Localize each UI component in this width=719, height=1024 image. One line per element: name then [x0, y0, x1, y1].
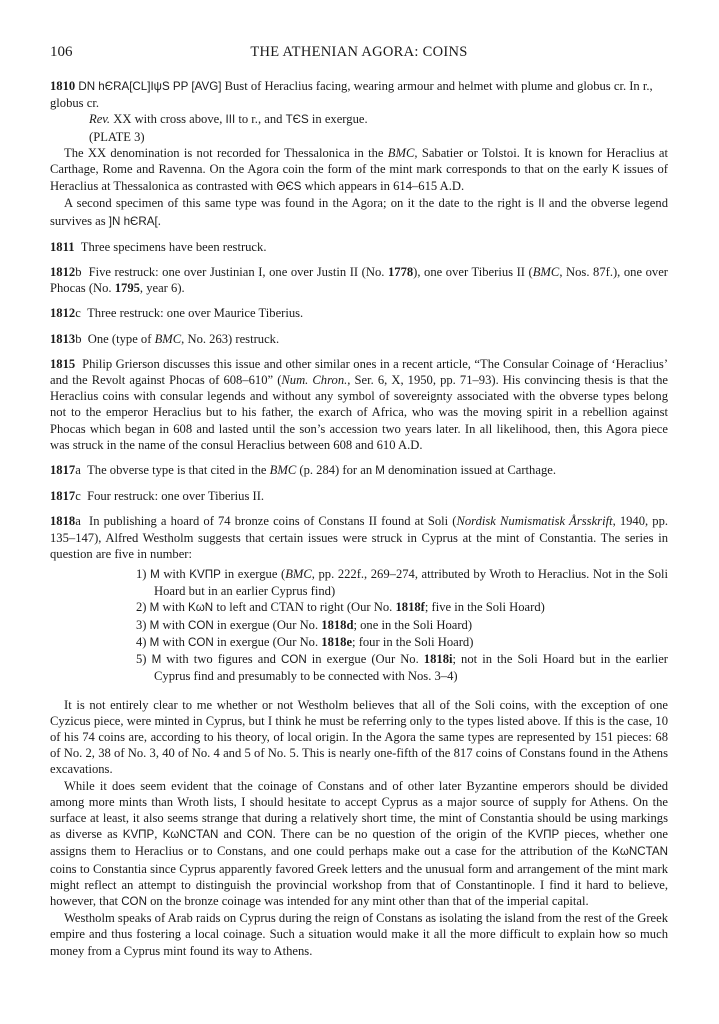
- page-body: [50, 78, 668, 959]
- body-paragraph: While it does seem evident that the coinage of Constans and of other later Byzantine emperors should be divided among more mints than Wroth lists, I should hesitate to accept Cyprus as a major source of supply for Athens. On the surface at least, it also seems strange that during a relatively short time, the mint of Constantia should be using markings as diverse as KVΠP, KωNCTAN and CON. There can be no question of the origin of the KVΠP pieces, whether one assigns them to Heraclius or to Constans, and one could perhaps make out a case for the attribution of the KωNCTAN coins to Constantia since Cyprus apparently favored Greek letters and the unusual form and arrangement of the mint mark might reflect an attempt to distinguish the provincial workshop from that of Constantinople. I find it hard to believe, however, that CON on the bronze coinage was intended for any mint other than that of the imperial capital.: [50, 778, 669, 908]
- list-item: 1) M with KVΠP in exergue (BMC, pp. 222f., 269–274, attributed by Wroth to Heraclius. Not in the Soli Hoard but in an earlier Cyprus find): [136, 567, 668, 599]
- obverse-description: Bust of Heraclius facing, wearing armour and helmet with plume and globus cr. In r., globus cr.: [50, 79, 653, 111]
- reverse-description: Rev. XX with cross above, III to r., and TЄS in exergue.: [89, 112, 368, 127]
- list-item: 4) M with CON in exergue (Our No. 1818e; four in the Soli Hoard): [136, 634, 474, 649]
- catalog-entry-1810: [50, 78, 668, 230]
- date-mark: III: [225, 113, 236, 127]
- list-item: 3) M with CON in exergue (Our No. 1818d; one in the Soli Hoard): [136, 617, 473, 632]
- entry-number: 1813: [50, 331, 76, 346]
- mint-series-list: [50, 566, 668, 684]
- entry-number: 1812: [50, 306, 76, 321]
- entry-suffix: b: [75, 331, 82, 346]
- catalog-entry-1813b: 1813b One (type of BMC, No. 263) restruck.: [50, 331, 280, 346]
- entry-suffix: c: [75, 489, 81, 504]
- entry-number: 1818: [50, 514, 76, 529]
- entry-number: 1811: [50, 239, 75, 254]
- list-item: 2) M with KωN to left and CTAN to right (Our No. 1818f; five in the Soli Hoard): [136, 600, 545, 615]
- catalog-entry-1815: 1815 Philip Grierson discusses this issue and other similar ones in a recent article, “The Consular Coinage of ‘Heraclius’ and the Revolt against Phocas of 608–610” (Num. Chron., Ser. 6, X, 1950, pp. 71–93). His convincing thesis is that the Heraclius coins with consular legends and without any symbol of sovereignty associated with the obverse types belong not to the emperor Heraclius but to his father, the exarch of Africa, who was the moving spirit in a rebellion against Phocas which began in 608 and lasted until the son’s accession two years later. In all likelihood, then, this Agora piece was struck in the name of the consul Heraclius between 608 and 610 A.D.: [50, 356, 669, 452]
- mint-mark: TЄS: [285, 113, 309, 127]
- reverse-label: Rev.: [89, 112, 111, 127]
- commentary-paragraph: A second specimen of this same type was found in the Agora; on it the date to the right is II and the obverse legend survives as ]N hЄRA[.: [50, 196, 668, 228]
- entry-number: 1817: [50, 463, 76, 478]
- catalog-entry-1818a: 1818a In publishing a hoard of 74 bronze coins of Constans II found at Soli (Nordisk Numismatisk Årsskrift, 1940, pp. 135–147), Alfred Westholm suggests that certain issues were struck in Cyprus at the mint of Constantia. The series in question are five in number: 1) M with KVΠP in exergue (BMC, pp. 222f., 269–274, attributed by Wroth to Heraclius. Not in the Soli Hoard but in an earlier Cyprus find) 2) M with KωN to left and CTAN to right (Our No. 1818f; five in the Soli Hoard) 3) M with CON in exergue (Our No. 1818d; one in the Soli Hoard) 4) M with CON in exergue (Our No. 1818e; four in the Soli Hoard) 5) M with two figures and CON in exergue (Our No. 1818i; not in the Soli Hoard but in the earlier Cyprus find and presumably to be connected with Nos. 3–4): [50, 514, 669, 684]
- catalog-entry-1812b: 1812b Five restruck: one over Justinian I, one over Justin II (No. 1778), one over Tiberius II (BMC, Nos. 87f.), one over Phocas (No. 1795, year 6).: [50, 265, 668, 296]
- entry-number: 1810: [50, 79, 76, 93]
- body-paragraph: Westholm speaks of Arab raids on Cyprus during the reign of Constans as isolating the island from the rest of the Greek empire and thus fostering a local coinage. Such a situation would make it all the more difficult to explain how so much money from a Cyprus mint found its way to Athens.: [50, 911, 668, 958]
- running-title: THE ATHENIAN AGORA: COINS: [250, 44, 468, 60]
- catalog-entry-1817a: 1817a The obverse type is that cited in the BMC (p. 284) for an M denomination issued at Carthage.: [50, 463, 556, 478]
- entry-number: 1815: [50, 356, 76, 371]
- entry-number: 1812: [50, 265, 76, 280]
- entry-suffix: a: [75, 463, 81, 478]
- catalog-entry-1817c: 1817c Four restruck: one over Tiberius II.: [50, 489, 265, 504]
- entry-suffix: c: [75, 306, 81, 321]
- list-item: 5) M with two figures and CON in exergue (Our No. 1818i; not in the Soli Hoard but in the earlier Cyprus find and presumably to be connected with Nos. 3–4): [136, 652, 668, 684]
- entry-number: 1817: [50, 489, 76, 504]
- commentary-paragraph: The XX denomination is not recorded for Thessalonica in the BMC, Sabatier or Tolstoi. It is known for Heraclius at Carthage, Rome and Ravenna. On the Agora coin the form of the mint mark corresponds to that on the early K issues of Heraclius at Thessalonica as contrasted with ΘЄS which appears in 614–615 A.D.: [50, 145, 668, 194]
- page-header: [50, 44, 668, 64]
- obverse-legend: DN hЄRA[CL]IψS PP [AVG]: [78, 80, 222, 93]
- plate-reference: (PLATE 3): [89, 129, 145, 144]
- catalog-entry-1812c: 1812c Three restruck: one over Maurice Tiberius.: [50, 306, 304, 321]
- entry-suffix: a: [75, 514, 81, 529]
- page-number: 106: [50, 44, 73, 60]
- closing-discussion: [50, 697, 668, 959]
- entry-suffix: b: [75, 265, 82, 280]
- body-paragraph: It is not entirely clear to me whether or not Westholm believes that all of the Soli coins, with the exception of one Cyzicus piece, were minted in Cyprus, but I think he must be referring only to the types listed above. If this is the case, 10 of his 74 coins are, according to his theory, of local origin. In the Agora the same types are represented by 151 pieces: 68 of No. 2, 38 of No. 3, 40 of No. 4 and 5 of No. 5. This is nearly one-fifth of the 817 coins of Constans found in the Athens excavations.: [50, 697, 668, 777]
- catalog-entry-1811: 1811 Three specimens have been restruck.: [50, 239, 267, 254]
